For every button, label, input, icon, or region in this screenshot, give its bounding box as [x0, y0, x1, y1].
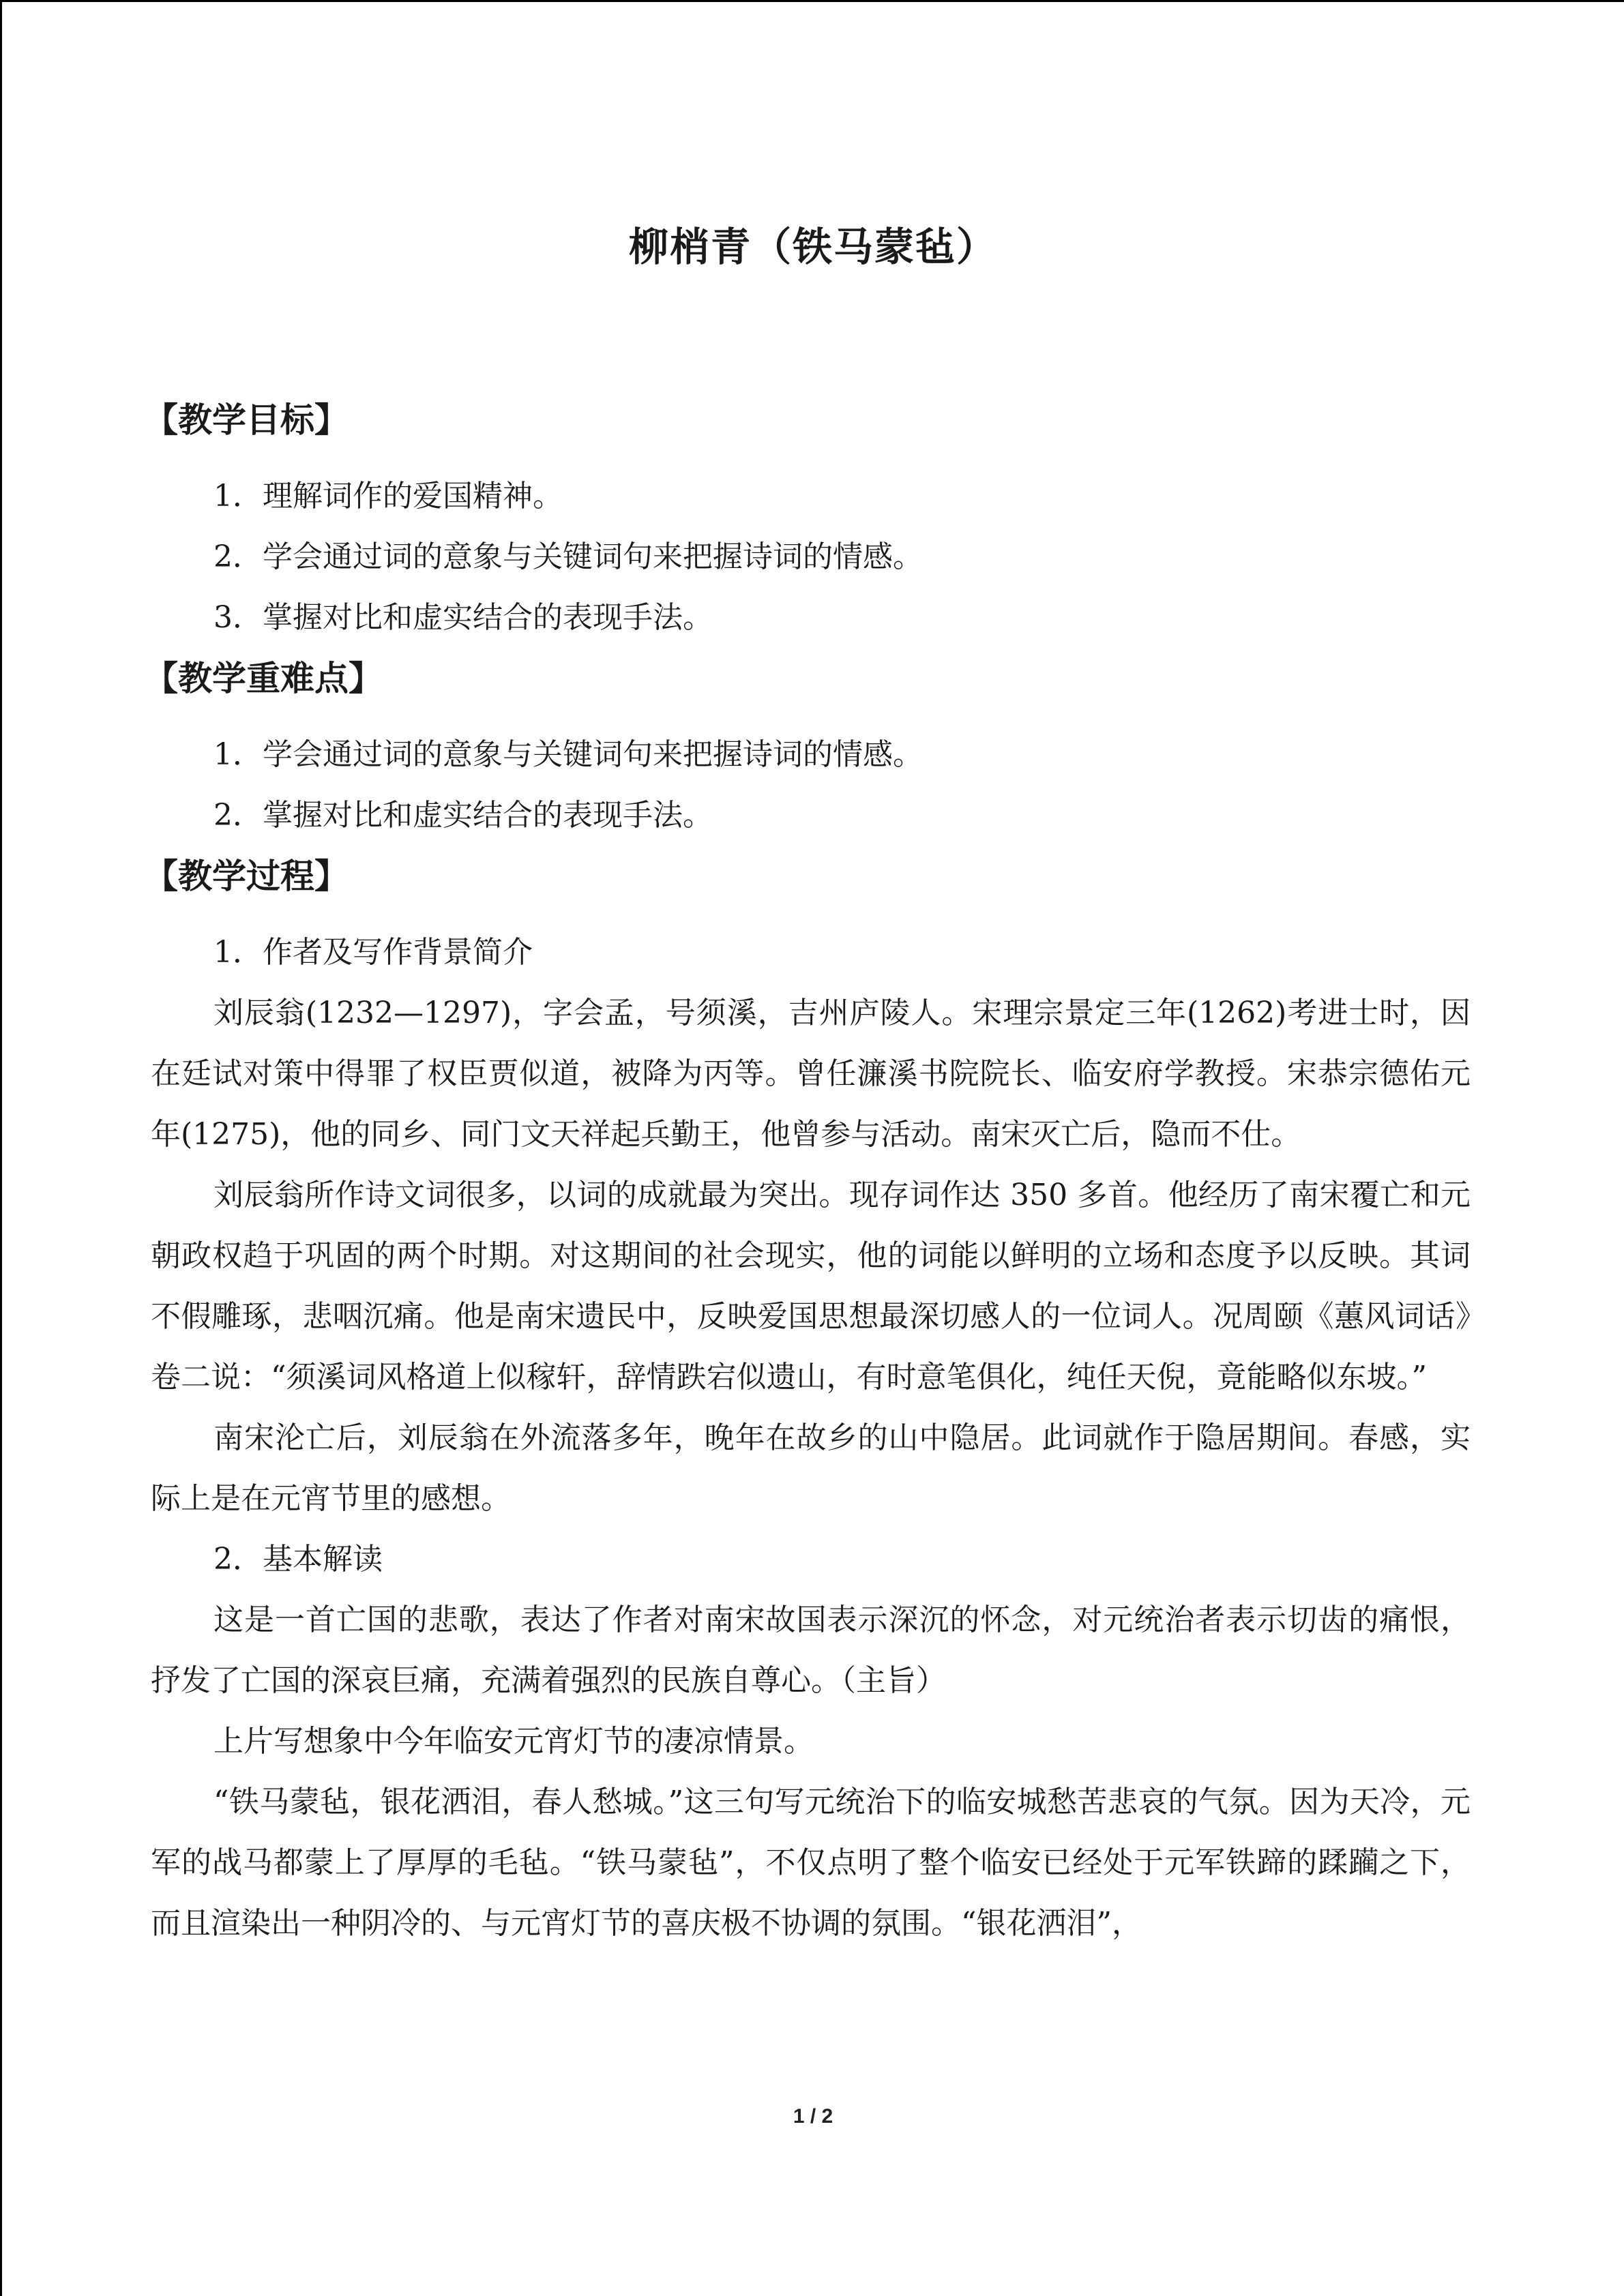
goal-item: 2．学会通过词的意象与关键词句来把握诗词的情感。: [213, 539, 923, 574]
process-paragraph: 刘辰翁所作诗文词很多，以词的成就最为突出。现存词作达 350 多首。他经历了南宋覆亡和元朝政权趋于巩固的两个时期。对这期间的社会现实，他的词能以鲜明的立场和态度予以反映。其词不假雕琢，悲咽沉痛。他是南宋遗民中，反映爱国思想最深切感人的一位词人。况周颐《蕙风词话》卷二说：“须溪词风格道上似稼轩，辞情跌宕似遗山，有时意笔俱化，纯任天倪，竟能略似东坡。”: [151, 1178, 1471, 1395]
process-paragraph: 上片写想象中今年临安元宵灯节的凄凉情景。: [213, 1724, 814, 1759]
section-heading-key-points: 【教学重难点】: [144, 659, 383, 698]
process-paragraph: 刘辰翁(1232—1297)，字会孟，号须溪，吉州庐陵人。宋理宗景定三年(1262)考进士时，因在廷试对策中得罪了权臣贾似道，被降为丙等。曾任濂溪书院院长、临安府学教授。宋恭宗德佑元年(1275)，他的同乡、同门文天祥起兵勤王，他曾参与活动。南宋灭亡后，隐而不仕。: [151, 996, 1471, 1152]
page-number: 1 / 2: [793, 2105, 833, 2128]
key-point-item: 2．掌握对比和虚实结合的表现手法。: [213, 798, 713, 833]
goal-item: 3．掌握对比和虚实结合的表现手法。: [213, 600, 713, 635]
section-heading-process: 【教学过程】: [144, 856, 349, 896]
key-point-item: 1．学会通过词的意象与关键词句来把握诗词的情感。: [213, 737, 923, 772]
process-subheading: 2．基本解读: [213, 1542, 383, 1577]
document-title: 柳梢青（铁马蒙毡）: [628, 224, 997, 270]
process-paragraph: “铁马蒙毡，银花洒泪，春人愁城。”这三句写元统治下的临安城愁苦悲哀的气氛。因为天冷，元军的战马都蒙上了厚厚的毛毡。“铁马蒙毡”，不仅点明了整个临安已经处于元军铁蹄的蹂躏之下，而且渲染出一种阴冷的、与元宵灯节的喜庆极不协调的氛围。“银花洒泪”，: [151, 1785, 1471, 1941]
section-heading-goals: 【教学目标】: [144, 400, 349, 440]
process-paragraph: 南宋沦亡后，刘辰翁在外流落多年，晚年在故乡的山中隐居。此词就作于隐居期间。春感，实际上是在元宵节里的感想。: [151, 1420, 1471, 1516]
document-body: [144, 389, 1471, 1954]
goal-item: 1．理解词作的爱国精神。: [213, 479, 563, 513]
process-subheading: 1．作者及写作背景简介: [213, 935, 533, 970]
process-paragraph: 这是一首亡国的悲歌，表达了作者对南宋故国表示深沉的怀念，对元统治者表示切齿的痛恨，抒发了亡国的深哀巨痛，充满着强烈的民族自尊心。（主旨）: [151, 1602, 1471, 1698]
